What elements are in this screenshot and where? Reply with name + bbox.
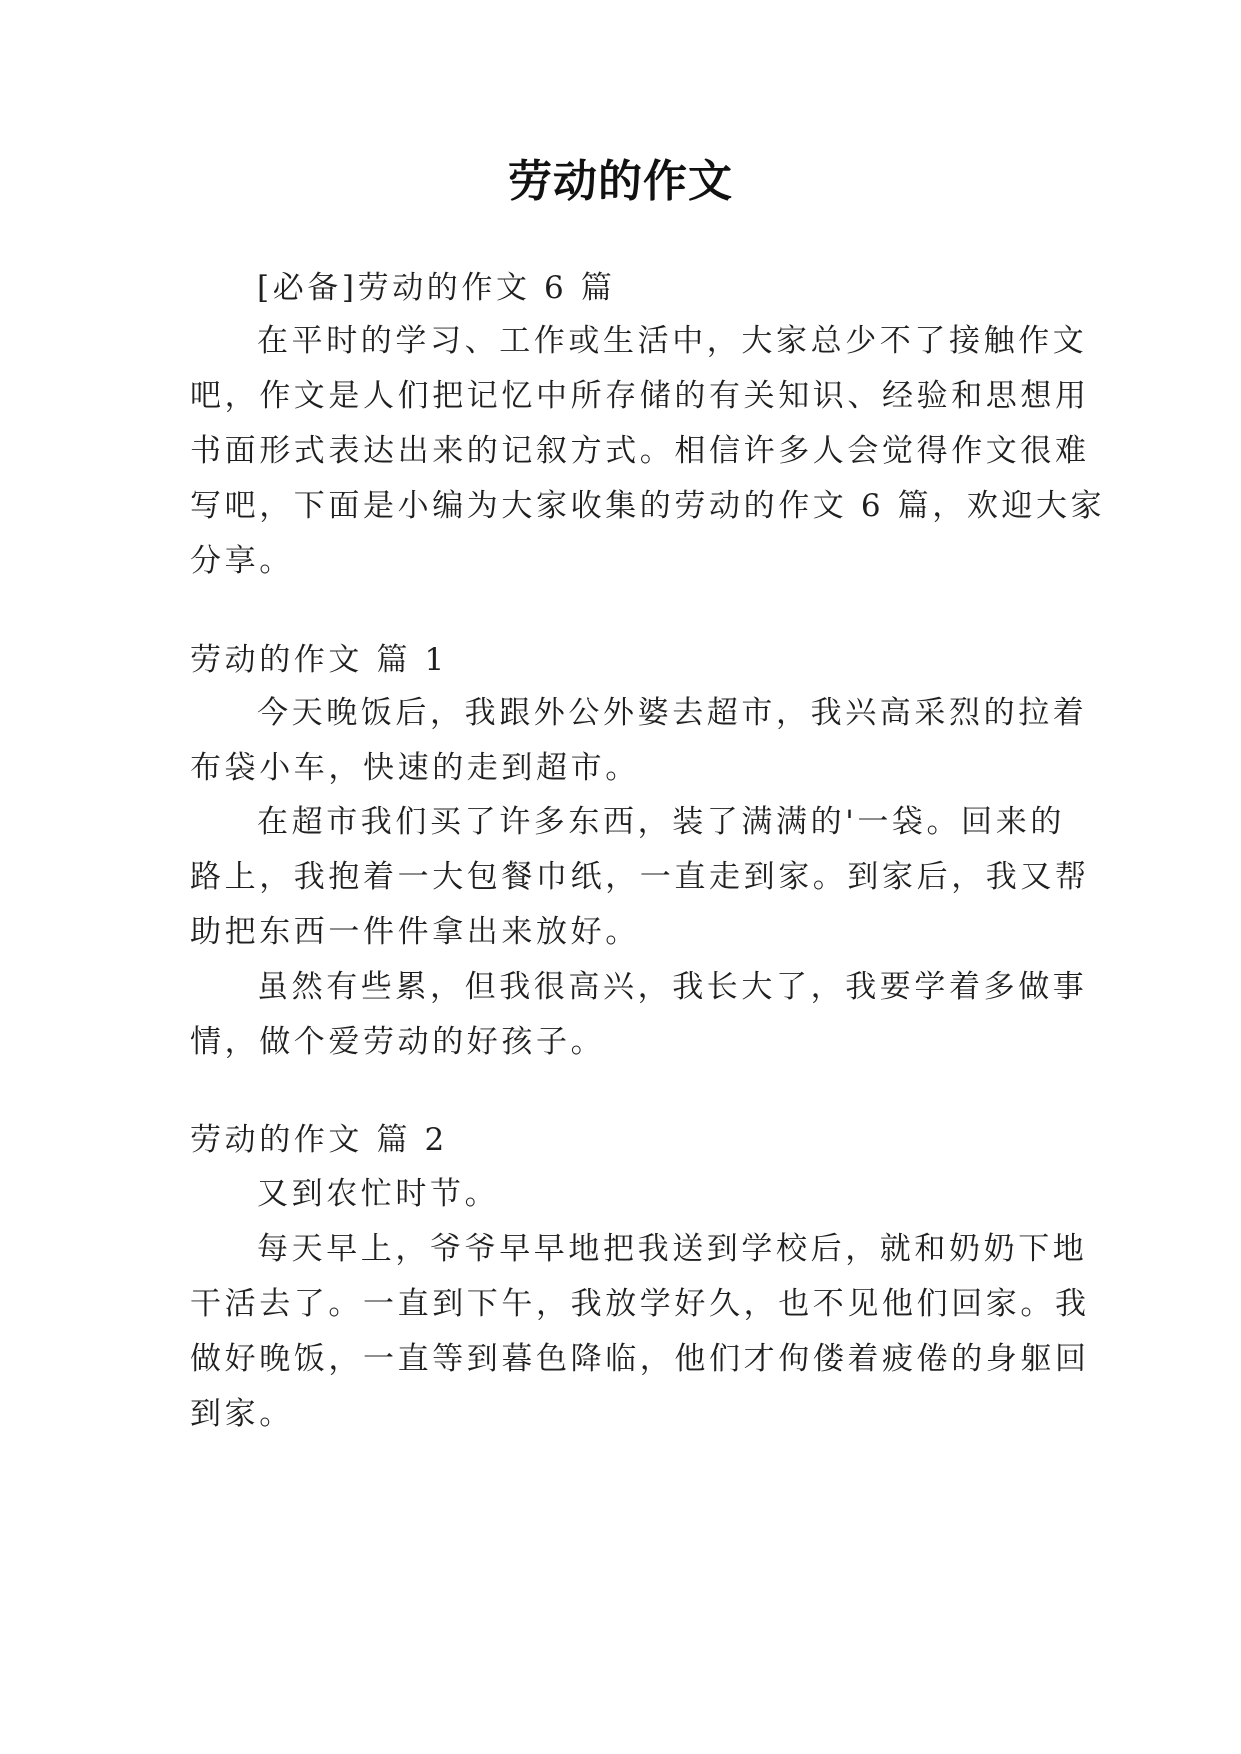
paragraph-line: 写吧，下面是小编为大家收集的劳动的作文 6 篇，欢迎大家: [190, 488, 1106, 524]
paragraph-line: 分享。: [190, 543, 294, 579]
paragraph-line: 每天早上，爷爷早早地把我送到学校后，就和奶奶下地: [257, 1231, 1088, 1267]
paragraph-line: 今天晚饭后，我跟外公外婆去超市，我兴高采烈的拉着: [257, 695, 1088, 731]
paragraph-line: 又到农忙时节。: [257, 1176, 500, 1212]
paragraph-line: 情，做个爱劳动的好孩子。: [190, 1024, 606, 1060]
paragraph-line: 虽然有些累，但我很高兴，我长大了，我要学着多做事: [257, 969, 1088, 1005]
paragraph-line: 做好晚饭，一直等到暮色降临，他们才佝偻着疲倦的身躯回: [190, 1341, 1090, 1377]
section-heading-1: 劳动的作文 篇 1: [190, 642, 448, 678]
paragraph-line: 在平时的学习、工作或生活中，大家总少不了接触作文: [257, 323, 1088, 359]
paragraph-line: 助把东西一件件拿出来放好。: [190, 914, 640, 950]
document-title: 劳动的作文: [508, 156, 733, 207]
paragraph-line: 吧，作文是人们把记忆中所存储的有关知识、经验和思想用: [190, 378, 1090, 414]
section-heading-2: 劳动的作文 篇 2: [190, 1122, 448, 1158]
paragraph-line: 干活去了。一直到下午，我放学好久，也不见他们回家。我: [190, 1286, 1090, 1322]
paragraph-line: 书面形式表达出来的记叙方式。相信许多人会觉得作文很难: [190, 433, 1090, 469]
paragraph-line: 布袋小车，快速的走到超市。: [190, 750, 640, 786]
intro-heading: [必备]劳动的作文 6 篇: [257, 270, 616, 306]
paragraph-line: 路上，我抱着一大包餐巾纸，一直走到家。到家后，我又帮: [190, 859, 1090, 895]
paragraph-line: 在超市我们买了许多东西，装了满满的'一袋。回来的: [257, 804, 1065, 840]
paragraph-line: 到家。: [190, 1396, 294, 1432]
